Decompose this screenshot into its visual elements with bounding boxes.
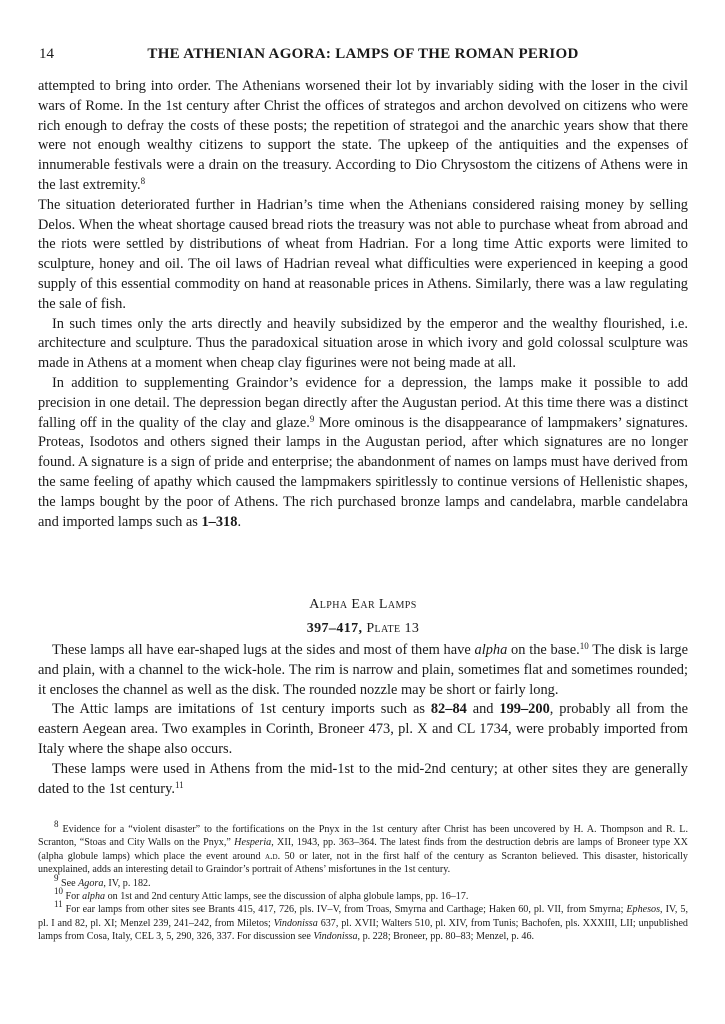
paragraph: In addition to supplementing Graindor’s evidence for a depression, the lamps make it possible to add precision in one detail. The depression began directly after the Augustan period. At this time there was a distinct falling off in the quality of the clay and glaze.$^9$ More ominous is the disappearance of lampmakers’ signatures. Proteas, Isodotos and others signed their lamps in the Augustan period, after which signatures are no longer found. A signature is a sign of pride and enterprise; the abandonment of names on lamps must have derived from the same feeling of apathy which caused the lampmakers spiritlessly to continue versions of Hellenistic shapes, the lamps bought by the poor of Athens. The rich purchased bronze lamps and candelabra, marble candelabra and imported lamps such as 1–318. (38, 374, 688, 530)
main-text (38, 77, 688, 532)
footnote-ref[interactable]: 8 (140, 175, 146, 186)
footnote-ref[interactable]: 11 (174, 779, 184, 790)
page-number: 14 (39, 46, 54, 62)
footnote: $^{11}$ For ear lamps from other sites see Brants 415, 417, 726, pls. IV–V, from Troas, Smyrna and Carthage; Haken 60, pl. VII, from Smyrna; Ephesos, IV, 5, pl. I and 82, pl. XI; Menzel 239, 241–242, from Miletos; Vindonissa 637, pl. XVII; Walters 510, pl. XIV, from Tunis; Bachofen, pls. XXXIII, LII; unpublished lamps from Cosa, Italy, CEL 3, 5, 290, 326, 337. For discussion see Vindonissa, p. 228; Broneer, pp. 80–83; Menzel, p. 46. (38, 899, 689, 943)
footnote-ref[interactable]: 10 (579, 641, 589, 651)
page-header (38, 43, 688, 65)
catalog-reference: 1–318 (201, 513, 238, 530)
paragraph: These lamps all have ear-shaped lugs at the sides and most of them have alpha on the base.$^{10}$ The disk is large and plain, with a channel to the wick-hole. The rim is narrow and plain, sometimes flat and sometimes rounded; it encloses the channel as well as the disk. The rounded nozzle may be short or fairly long. (38, 641, 689, 698)
section-subtitle: 397–417, Plate 13 (306, 621, 420, 636)
footnotes (38, 819, 689, 944)
footnote-ref[interactable]: 9 (309, 413, 315, 424)
footnote: $^{10}$ For alpha on 1st and 2nd century Attic lamps, see the discussion of alpha globule lamps, pp. 16–17. (54, 886, 469, 903)
paragraph: attempted to bring into order. The Athenians worsened their lot by invariably siding with the loser in the civil wars of Rome. In the 1st century after Christ the offices of strategos and archon devolved on citizens who were rich enough to defray the costs of these posts; the repetition of strategoi and the anarchic years show that there were not enough wealthy citizens to support the state. The upkeep of the antiquities and the expenses of innumerable festivals were a drain on the treasury. According to Dio Chrysostom the citizens of Athens were in the last extremity.$^8$ The situation deteriorated further in Hadrian’s time when the Athenians considered raising money by selling Delos. When the wheat shortage caused bread riots the treasury was not able to purchase wheat from abroad and the riots were settled by distributions of wheat from Hadrian. For a long time Attic exports were limited to sculpture, honey and oil. The oil laws of Hadrian reveal what difficulties were experienced in keeping a good supply of this essential commodity on hand at reasonable prices in Athens. Similarly, there was a law regulating the sale of fish. (38, 78, 688, 312)
section-text (38, 641, 688, 799)
running-title: THE ATHENIAN AGORA: LAMPS OF THE ROMAN PERIOD (147, 46, 579, 62)
document-page (38, 0, 688, 1024)
section-title: Alpha Ear Lamps (309, 597, 417, 612)
footnote: $^9$ See Agora, IV, p. 182. (54, 872, 151, 889)
paragraph: The Attic lamps are imitations of 1st century imports such as 82–84 and 199–200, probably all from the eastern Aegean area. Two examples in Corinth, Broneer 473, pl. X and CL 1734, were probably imported from Italy where the shape also occurs. (38, 701, 688, 757)
paragraph: These lamps were used in Athens from the mid-1st to the mid-2nd century; at other sites they are generally dated to the 1st century.$^{11}$ (38, 760, 688, 797)
paragraph: In such times only the arts directly and heavily subsidized by the emperor and the wealthy flourished, i.e. architecture and sculpture. Thus the paradoxical situation arose in which ivory and gold colossal sculpture was made in Athens at a moment when cheap clay figurines were not being made at all. (38, 315, 688, 372)
footnote: $^8$ Evidence for a “violent disaster” to the fortifications on the Pnyx in the 1st century after Christ has been uncovered by H. A. Thompson and R. L. Scranton, “Stoas and City Walls on the Pnyx,” Hesperia, XII, 1943, pp. 363–364. The latest finds from the destruction debris are lamps of Broneer type XX (alpha globule lamps) which place the event around a.d. 50 or later, not in the first half of the century as Scranton believed. This disaster, historically unexplained, adds an interesting detail to Graindor’s portrait of Athens’ misfortunes in the 1st century. (38, 819, 688, 876)
section-heading (38, 595, 688, 639)
